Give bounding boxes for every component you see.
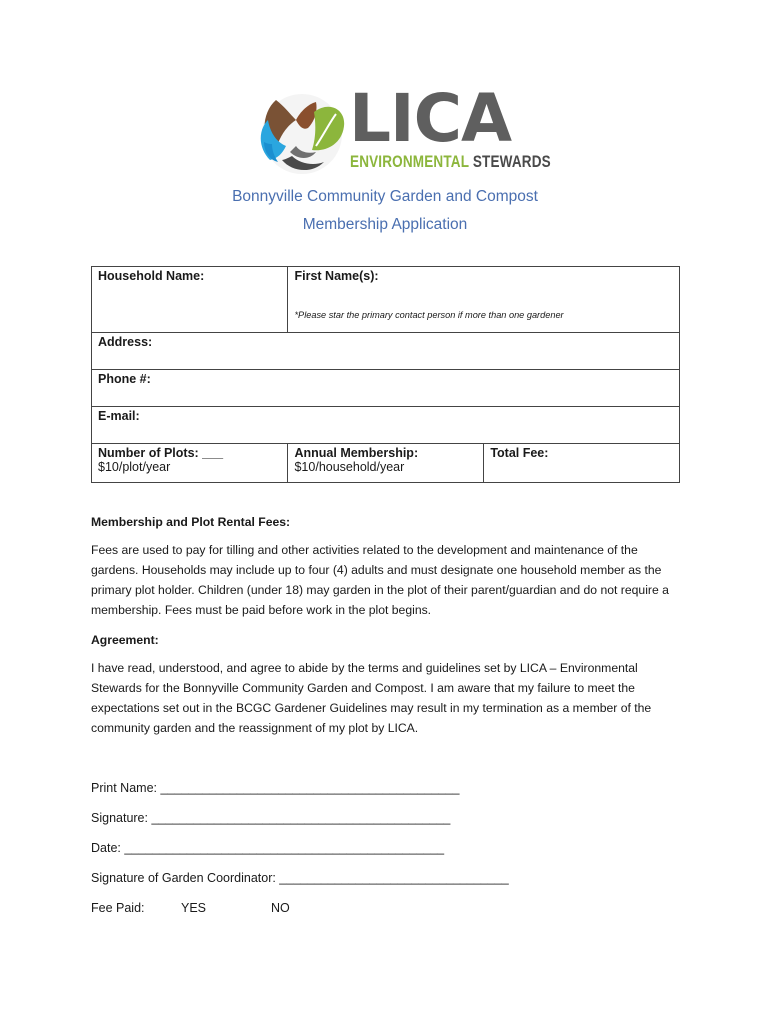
first-names-note: *Please star the primary contact person if more than one gardener — [294, 310, 564, 320]
household-name-label: Household Name: — [98, 269, 205, 283]
agreement-body: I have read, understood, and agree to abide by the terms and guidelines set by LICA – Environmental Stewards for the Bonnyville Community Garden and Compost. I am aware that my failure to meet the expectations set out in the BCGC Gardener Guidelines may result in my termination as a member of the community garden and the reassignment of my plot by LICA. — [91, 661, 652, 735]
document-subtitle: Membership Application — [302, 216, 468, 233]
fee-paid-label: Fee Paid: — [91, 901, 145, 915]
plots-rate: $10/plot/year — [98, 460, 171, 474]
membership-rate: $10/household/year — [294, 460, 405, 474]
total-fee-field[interactable] — [484, 444, 680, 483]
document-title: Bonnyville Community Garden and Compost — [232, 188, 538, 205]
fee-paid-no[interactable]: NO — [271, 901, 290, 915]
fees-body: Fees are used to pay for tilling and other activities related to the development and maintenance of the gardens. Households may include up to four (4) adults and must designate one household member as the primary plot holder. Children (under 18) may garden in the plot of their parent/guardian and do not require a membership. Fees must be paid before work in the plot begins. — [91, 543, 669, 617]
membership-field[interactable] — [288, 444, 484, 483]
first-names-field[interactable] — [288, 267, 680, 333]
agreement-heading: Agreement: — [91, 633, 159, 647]
application-form-table — [91, 266, 680, 483]
date-line[interactable]: Date: ______________________________________________ — [91, 841, 445, 855]
logo-wordmark: LICA — [349, 80, 512, 157]
agreement-section — [91, 630, 681, 738]
plots-label: Number of Plots: ___ — [98, 446, 224, 460]
logo-sub-stewards: STEWARDS — [472, 153, 551, 171]
first-names-label: First Name(s): — [294, 269, 379, 283]
household-name-field[interactable] — [92, 267, 288, 333]
email-field[interactable] — [92, 407, 680, 444]
signature-line[interactable]: Signature: ___________________________________________ — [91, 811, 451, 825]
logo-sub-environmental: ENVIRONMENTAL — [350, 153, 469, 171]
fee-paid-yes[interactable]: YES — [181, 901, 207, 915]
lica-emblem-icon — [256, 90, 348, 178]
phone-label: Phone #: — [98, 372, 151, 386]
address-field[interactable] — [92, 333, 680, 370]
print-name-line[interactable]: Print Name: ___________________________________________ — [91, 781, 460, 795]
fees-section — [91, 512, 681, 620]
plots-field[interactable] — [92, 444, 288, 483]
email-label: E-mail: — [98, 409, 140, 423]
total-fee-label: Total Fee: — [490, 446, 549, 460]
logo-subtitle — [350, 152, 551, 172]
coordinator-signature-line[interactable]: Signature of Garden Coordinator: _________________________________ — [91, 871, 509, 885]
address-label: Address: — [98, 335, 153, 349]
membership-label: Annual Membership: — [294, 446, 419, 460]
phone-field[interactable] — [92, 370, 680, 407]
fees-heading: Membership and Plot Rental Fees: — [91, 515, 291, 529]
lica-logo — [256, 80, 551, 178]
